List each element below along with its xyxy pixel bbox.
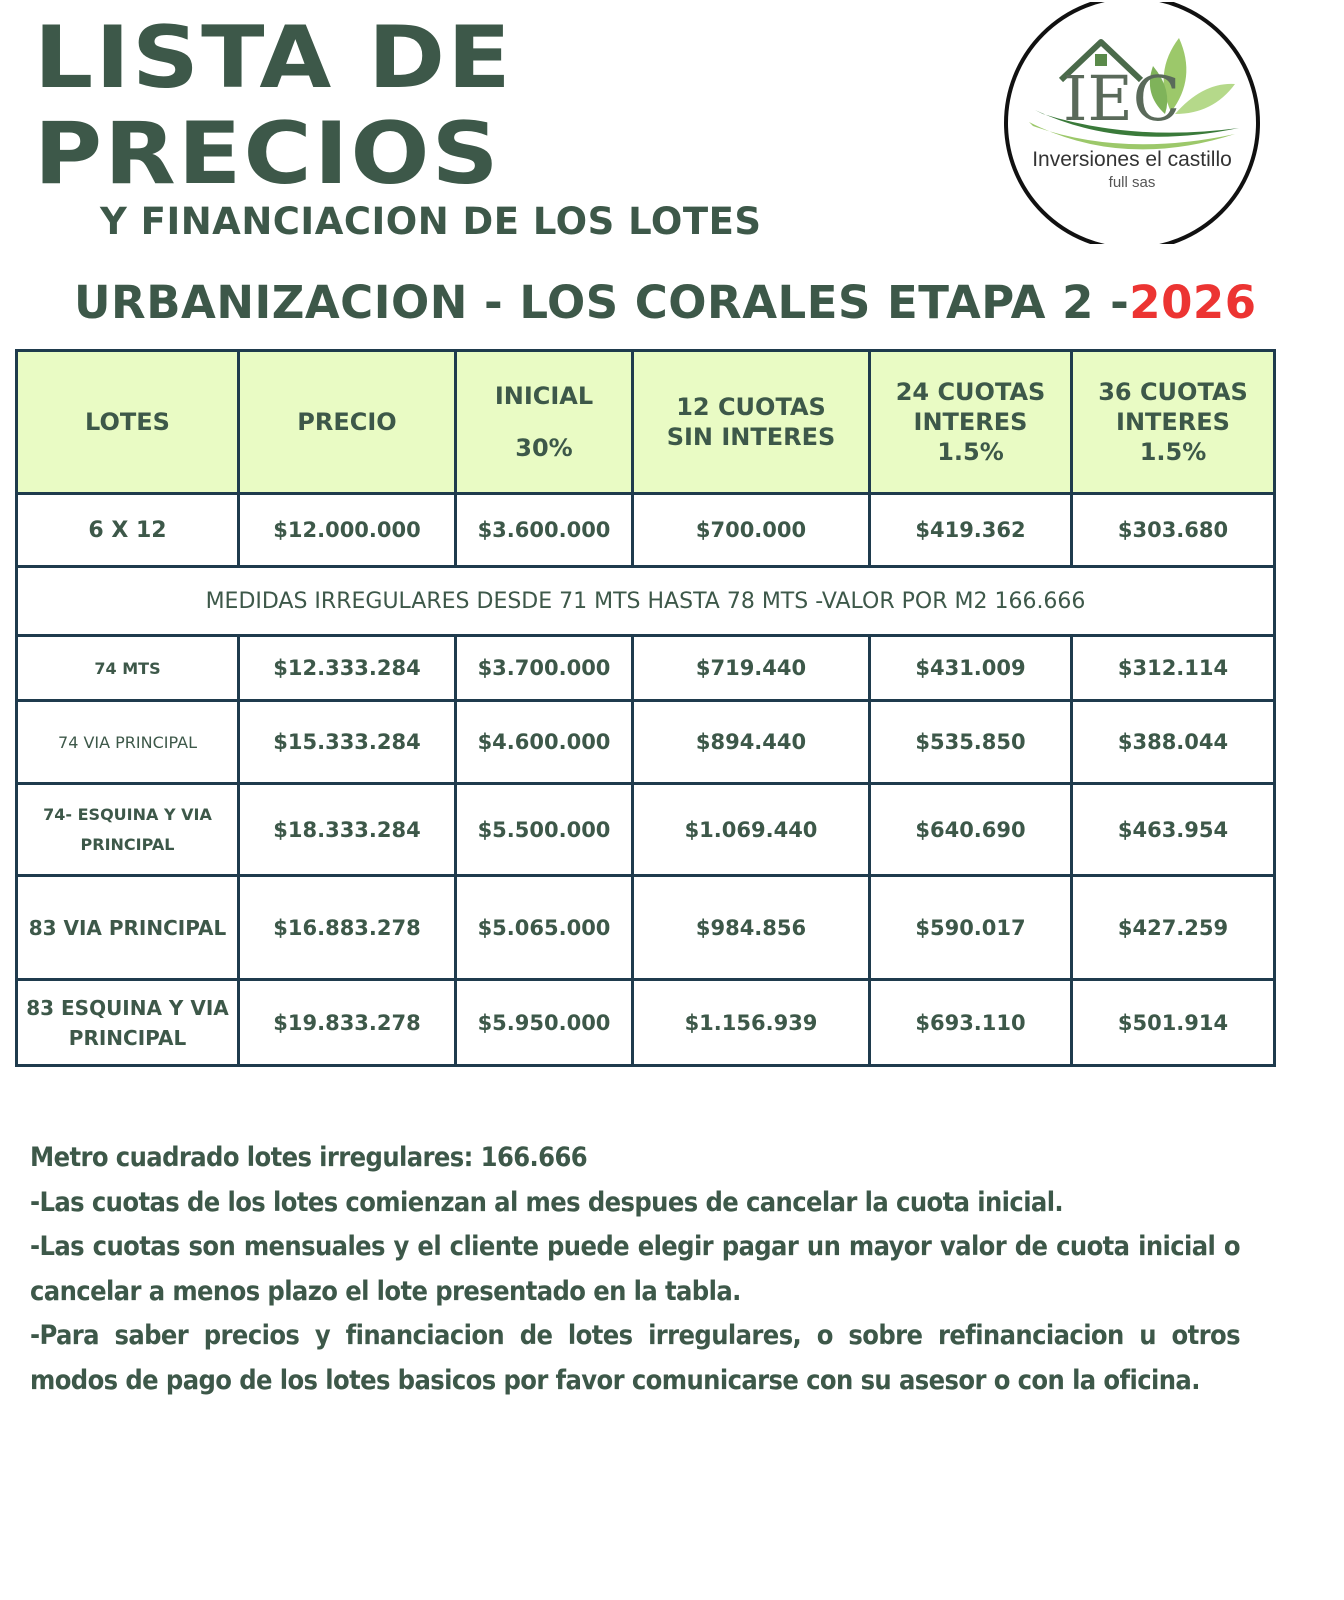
row-12-cuotas: $1.156.939 xyxy=(633,980,870,1066)
header-inicial-pct: 30% xyxy=(515,434,573,462)
row-precio: $12.000.000 xyxy=(239,494,456,567)
row-24-cuotas: $693.110 xyxy=(870,980,1072,1066)
title-line-2: PRECIOS xyxy=(34,104,501,204)
header-inicial-label: INICIAL xyxy=(494,382,594,410)
header-24-note: INTERES xyxy=(913,408,1028,436)
row-precio: $15.333.284 xyxy=(239,701,456,784)
row-lote-line-1: 74- ESQUINA Y VIA xyxy=(43,804,212,824)
row-inicial: $4.600.000 xyxy=(456,701,633,784)
row-inicial: $3.700.000 xyxy=(456,636,633,701)
header-precio: PRECIO xyxy=(239,351,456,494)
company-logo xyxy=(1003,2,1261,244)
row-12-cuotas: $719.440 xyxy=(633,636,870,701)
logo-company-name: Inversiones el castillo xyxy=(1032,148,1232,171)
row-36-cuotas: $388.044 xyxy=(1072,701,1275,784)
row-lote-line-1: 83 ESQUINA Y VIA xyxy=(26,995,229,1020)
irregular-note: MEDIDAS IRREGULARES DESDE 71 MTS HASTA 78 MTS -VALOR POR M2 166.666 xyxy=(17,567,1275,636)
header-12-note: SIN INTERES xyxy=(666,423,836,451)
page-title xyxy=(34,10,513,202)
header-36-cuotas xyxy=(1072,351,1275,494)
table-row xyxy=(17,784,1275,876)
row-inicial: $3.600.000 xyxy=(456,494,633,567)
row-precio: $19.833.278 xyxy=(239,980,456,1066)
row-24-cuotas: $590.017 xyxy=(870,876,1072,980)
row-12-cuotas: $700.000 xyxy=(633,494,870,567)
header-12-label: 12 CUOTAS xyxy=(676,393,826,421)
row-lote-line-2: PRINCIPAL xyxy=(68,1025,187,1050)
row-precio: $12.333.284 xyxy=(239,636,456,701)
row-lote: 83 VIA PRINCIPAL xyxy=(17,876,239,980)
row-24-cuotas: $640.690 xyxy=(870,784,1072,876)
row-12-cuotas: $1.069.440 xyxy=(633,784,870,876)
row-lote xyxy=(17,980,239,1066)
row-precio: $18.333.284 xyxy=(239,784,456,876)
row-36-cuotas: $501.914 xyxy=(1072,980,1275,1066)
row-12-cuotas: $984.856 xyxy=(633,876,870,980)
table-row xyxy=(17,494,1275,567)
header-36-rate: 1.5% xyxy=(1139,438,1207,466)
price-table xyxy=(15,349,1276,1067)
table-row xyxy=(17,701,1275,784)
table-header-row xyxy=(17,351,1275,494)
table-row xyxy=(17,980,1275,1066)
project-heading xyxy=(74,276,1257,329)
row-precio: $16.883.278 xyxy=(239,876,456,980)
note-start: -Las cuotas de los lotes comienzan al mes despues de cancelar la cuota inicial. xyxy=(30,1186,1064,1218)
row-lote: 74 MTS xyxy=(17,636,239,701)
row-24-cuotas: $535.850 xyxy=(870,701,1072,784)
row-lote-line-2: PRINCIPAL xyxy=(80,834,175,854)
footer-notes xyxy=(30,1136,1240,1403)
row-12-cuotas: $894.440 xyxy=(633,701,870,784)
table-row xyxy=(17,636,1275,701)
row-lote xyxy=(17,784,239,876)
header-12-cuotas xyxy=(633,351,870,494)
row-36-cuotas: $463.954 xyxy=(1072,784,1275,876)
note-price-m2: Metro cuadrado lotes irregulares: 166.666 xyxy=(30,1142,588,1173)
logo-letters: IEC xyxy=(1063,62,1181,135)
header-36-label: 36 CUOTAS xyxy=(1098,378,1248,406)
page-subtitle: Y FINANCIACION DE LOS LOTES xyxy=(100,200,762,243)
project-year: 2026 xyxy=(1129,276,1257,329)
note-monthly: -Las cuotas son mensuales y el cliente puede elegir pagar un mayor valor de cuota inicial o cancelar a menos plazo el lote presentado en la tabla. xyxy=(30,1231,1240,1307)
header-24-label: 24 CUOTAS xyxy=(895,378,1046,406)
row-36-cuotas: $303.680 xyxy=(1072,494,1275,567)
row-inicial: $5.500.000 xyxy=(456,784,633,876)
irregular-note-row xyxy=(17,567,1275,636)
title-line-1: LISTA DE xyxy=(34,8,513,108)
note-contact: -Para saber precios y financiacion de lotes irregulares, o sobre refinanciacion u otros modos de pago de los lotes basicos por favor comunicarse con su asesor o con la oficina. xyxy=(30,1320,1240,1396)
project-name: URBANIZACION - LOS CORALES ETAPA 2 - xyxy=(74,276,1130,329)
header-lotes: LOTES xyxy=(17,351,239,494)
row-36-cuotas: $312.114 xyxy=(1072,636,1275,701)
header-24-rate: 1.5% xyxy=(937,438,1004,466)
row-inicial: $5.065.000 xyxy=(456,876,633,980)
row-24-cuotas: $419.362 xyxy=(870,494,1072,567)
table-row xyxy=(17,876,1275,980)
row-36-cuotas: $427.259 xyxy=(1072,876,1275,980)
header-inicial xyxy=(456,351,633,494)
header-36-note: INTERES xyxy=(1116,408,1230,436)
row-inicial: $5.950.000 xyxy=(456,980,633,1066)
row-24-cuotas: $431.009 xyxy=(870,636,1072,701)
header-24-cuotas xyxy=(870,351,1072,494)
logo-company-sub: full sas xyxy=(1108,174,1156,191)
row-lote: 74 VIA PRINCIPAL xyxy=(17,701,239,784)
row-lote: 6 X 12 xyxy=(17,494,239,567)
